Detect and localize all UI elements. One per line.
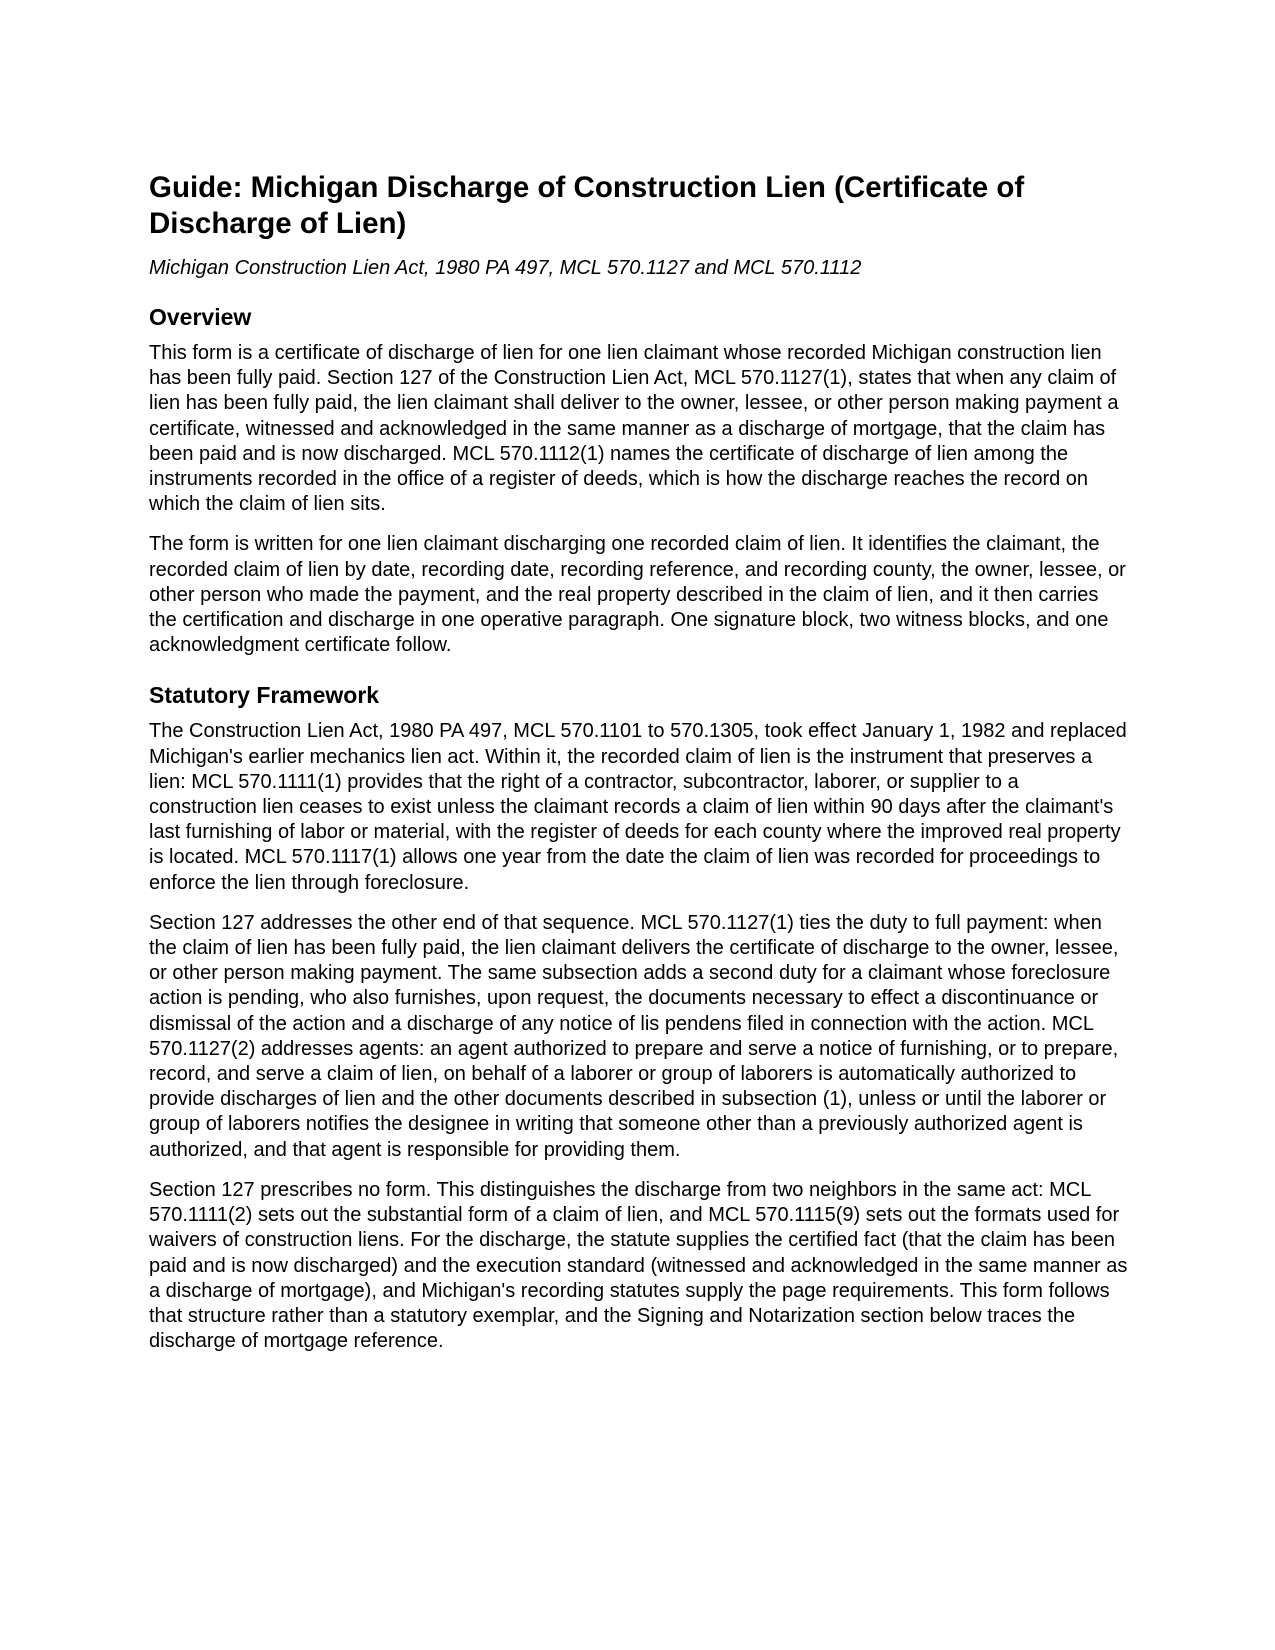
overview-paragraph: This form is a certificate of discharge of lien for one lien claimant whose recorded Michigan construction lien has been fully paid. Section 127 of the Construction Lien Act, MCL 570.1127(1), states that when any claim of lien has been fully paid, the lien claimant shall deliver to the owner, lessee, or other person making payment a certificate, witnessed and acknowledged in the same manner as a discharge of mortgage, that the claim has been paid and is now discharged. MCL 570.1112(1) names the certificate of discharge of lien among the instruments recorded in the office of a register of deeds, which is how the discharge reaches the record on which the claim of lien sits.: [149, 342, 1119, 516]
document-title: Guide: Michigan Discharge of Construction Lien (Certificate of Discharge of Lien): [149, 171, 1025, 240]
document-subtitle: Michigan Construction Lien Act, 1980 PA 497, MCL 570.1127 and MCL 570.1112: [149, 257, 862, 279]
overview-paragraph: The form is written for one lien claimant discharging one recorded claim of lien. It identifies the claimant, the recorded claim of lien by date, recording date, recording reference, and recording county, the owner, lessee, or other person who made the payment, and the real property described in the claim of lien, and it then carries the certification and discharge in one operative paragraph. One signature block, two witness blocks, and one acknowledgment certificate follow.: [149, 533, 1126, 657]
document-page: [149, 170, 1129, 1354]
statutory-framework-paragraph: Section 127 prescribes no form. This distinguishes the discharge from two neighbors in the same act: MCL 570.1111(2) sets out the substantial form of a claim of lien, and MCL 570.1115(9) sets out the formats used for waivers of construction liens. For the discharge, the statute supplies the certified fact (that the claim has been paid and is now discharged) and the execution standard (witnessed and acknowledged in the same manner as a discharge of mortgage), and Michigan's recording statutes supply the page requirements. This form follows that structure rather than a statutory exemplar, and the Signing and Notarization section below traces the discharge of mortgage reference.: [149, 1178, 1128, 1353]
section-heading-statutory-framework: Statutory Framework: [149, 682, 380, 709]
statutory-framework-paragraph: The Construction Lien Act, 1980 PA 497, MCL 570.1101 to 570.1305, took effect January 1, 1982 and replaced Michigan's earlier mechanics lien act. Within it, the recorded claim of lien is the instrument that preserves a lien: MCL 570.1111(1) provides that the right of a contractor, subcontractor, laborer, or supplier to a construction lien ceases to exist unless the claimant records a claim of lien within 90 days after the claimant's last furnishing of labor or material, with the register of deeds for each county where the improved real property is located. MCL 570.1117(1) allows one year from the date the claim of lien was recorded for proceedings to enforce the lien through foreclosure.: [149, 720, 1127, 894]
section-heading-overview: Overview: [149, 304, 252, 330]
statutory-framework-paragraph: Section 127 addresses the other end of that sequence. MCL 570.1127(1) ties the duty to full payment: when the claim of lien has been fully paid, the lien claimant delivers the certificate of discharge to the owner, lessee, or other person making payment. The same subsection adds a second duty for a claimant whose foreclosure action is pending, who also furnishes, upon request, the documents necessary to effect a discontinuance or dismissal of the action and a discharge of any notice of lis pendens filed in connection with the action. MCL 570.1127(2) addresses agents: an agent authorized to prepare and serve a notice of furnishing, or to prepare, record, and serve a claim of lien, on behalf of a laborer or group of laborers is automatically authorized to provide discharges of lien and the other documents described in subsection (1), unless or until the laborer or group of laborers notifies the designee in writing that someone other than a previously authorized agent is authorized, and that agent is responsible for providing them.: [149, 911, 1119, 1161]
